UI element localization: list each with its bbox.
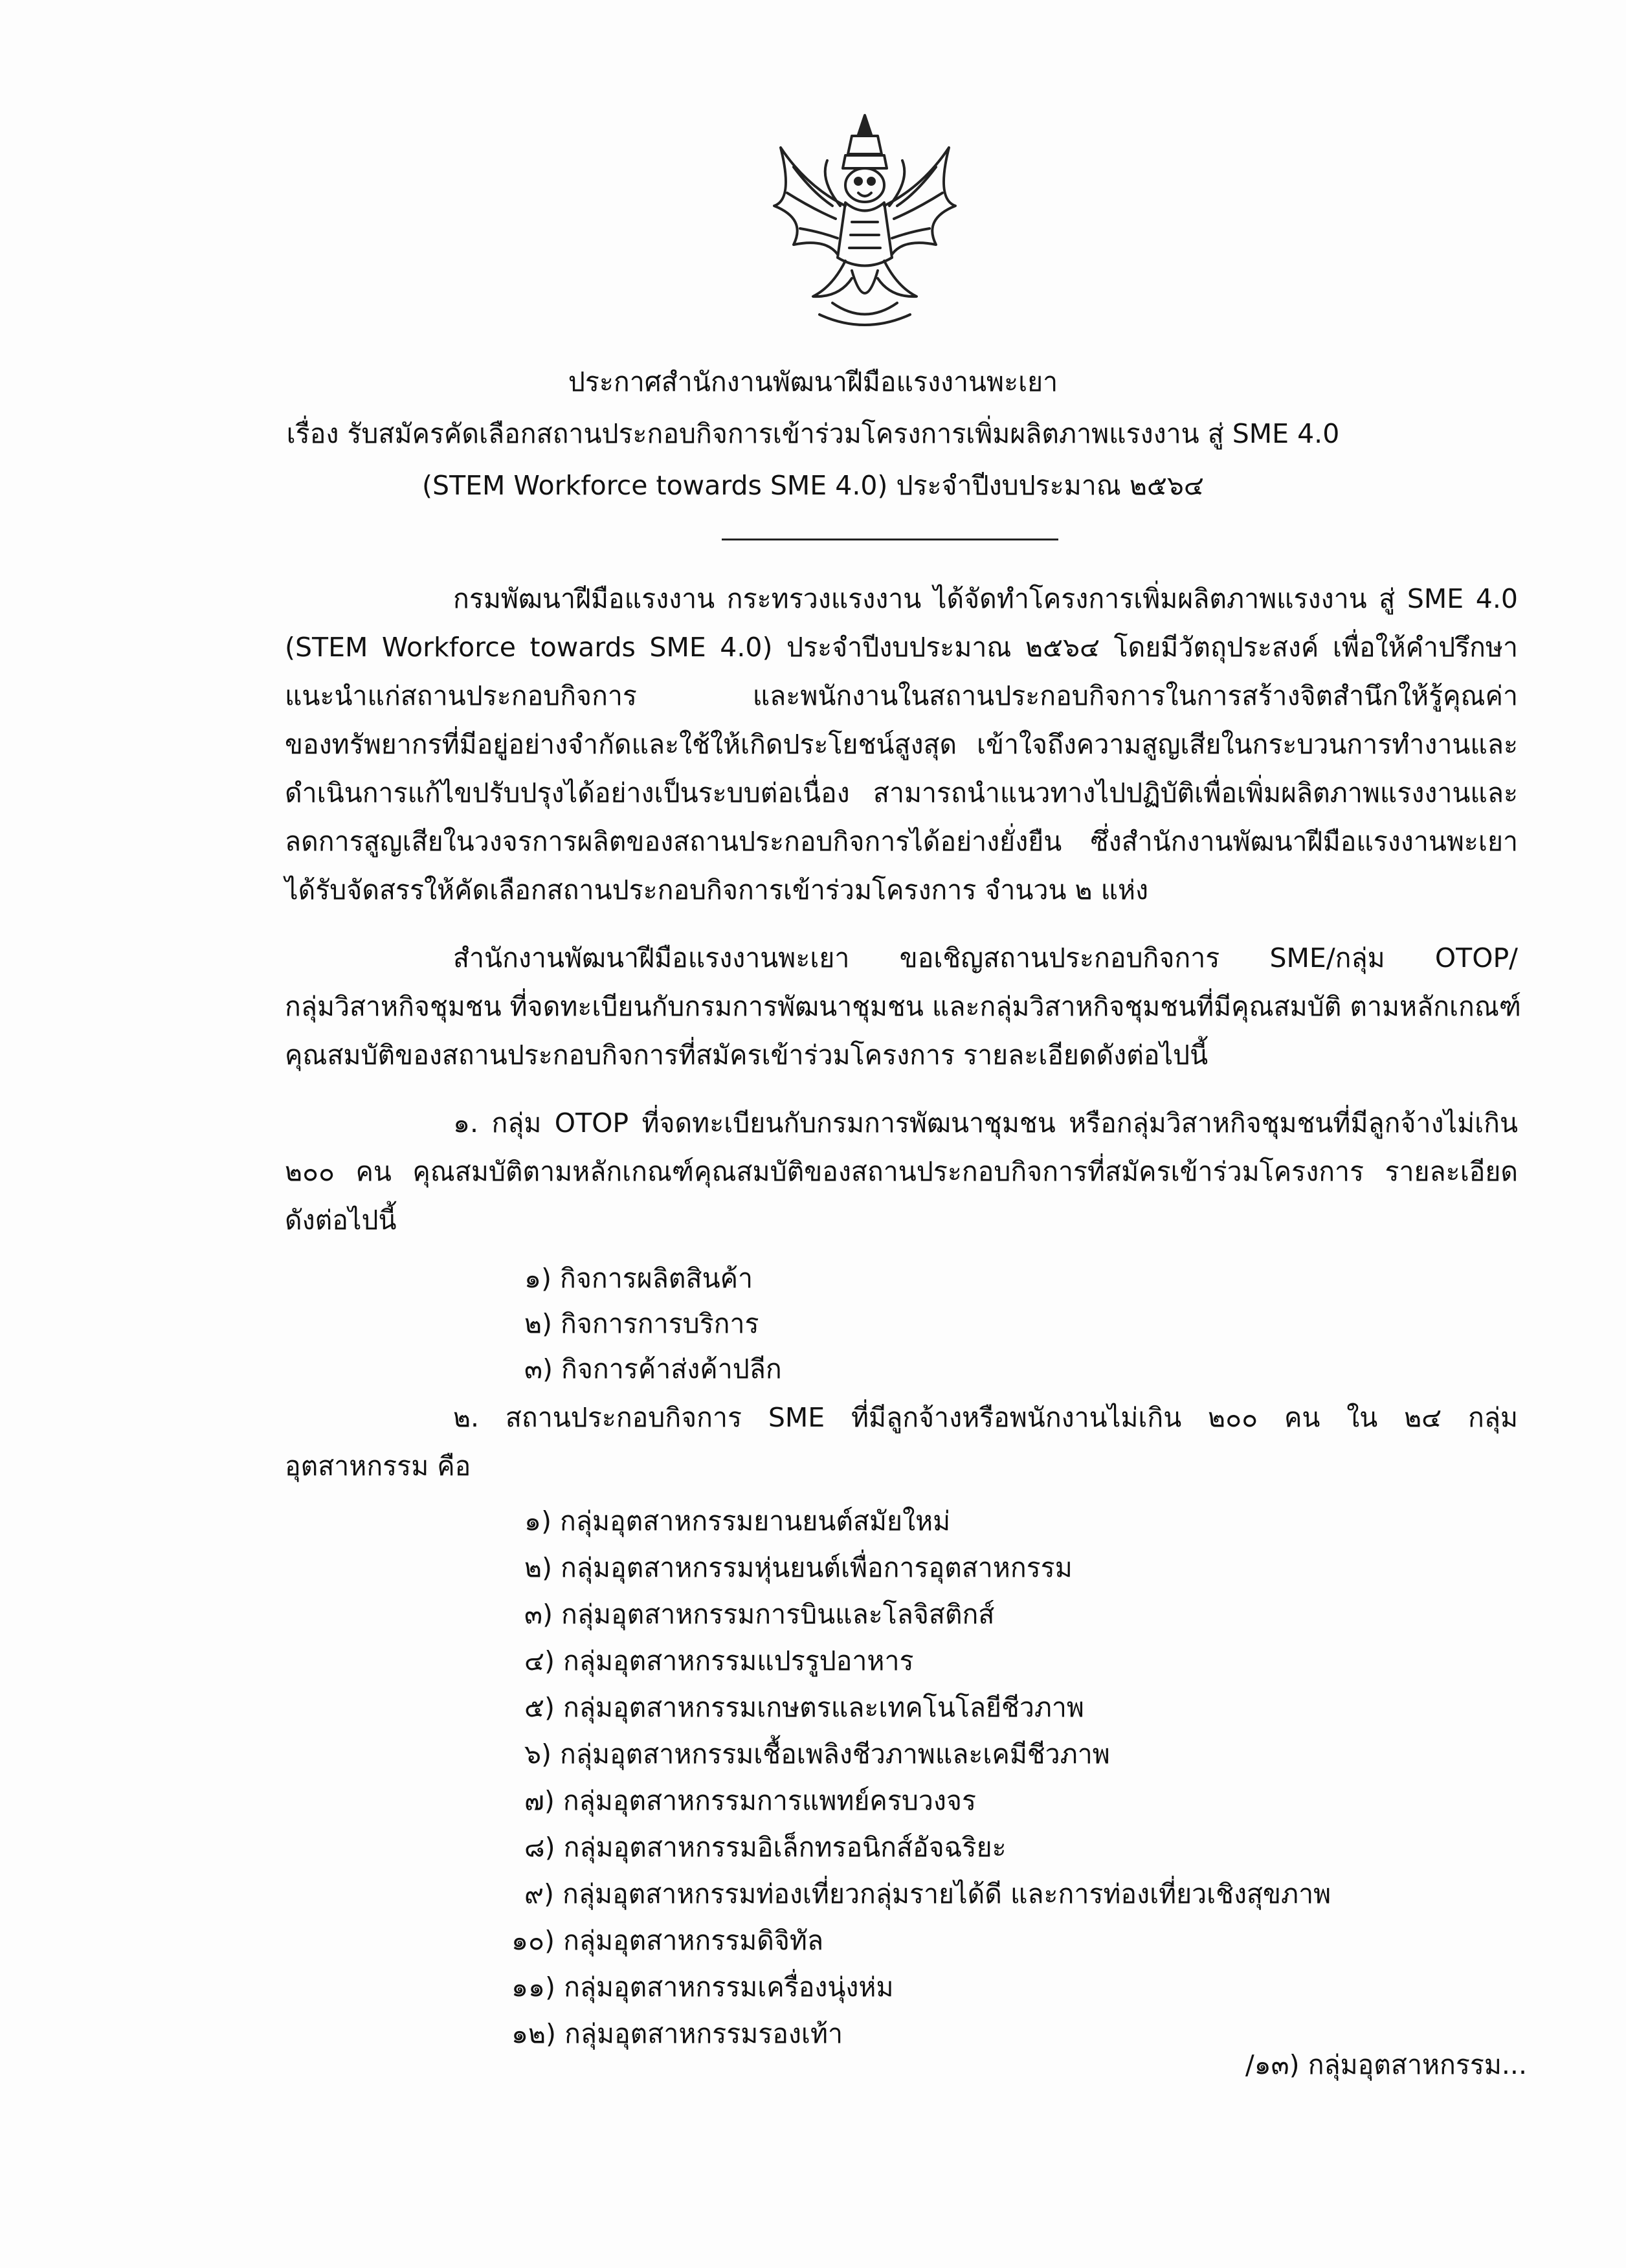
industry-item: ๕) กลุ่มอุตสาหกรรมเกษตรและเทคโนโลยีชีวภาพ — [524, 1692, 1084, 1723]
item2-line: อุตสาหกรรม คือ — [285, 1451, 471, 1482]
industry-item: ๒) กลุ่มอุตสาหกรรมหุ่นยนต์เพื่อการอุตสาหกรรม — [524, 1552, 1073, 1583]
garuda-emblem-icon — [755, 109, 975, 335]
industry-item: ๑๐) กลุ่มอุตสาหกรรมดิจิทัล — [511, 1925, 824, 1956]
para2-line: คุณสมบัติของสถานประกอบกิจการที่สมัครเข้าร่วมโครงการ รายละเอียดดังต่อไปนี้ — [285, 1040, 1208, 1071]
item1-line: ๑. กลุ่ม OTOP ที่จดทะเบียนกับกรมการพัฒนาชุมชน หรือกลุ่มวิสาหกิจชุมชนที่มีลูกจ้างไม่เกิน — [453, 1107, 1518, 1139]
item1-sub: ๒) กิจการการบริการ — [524, 1308, 759, 1339]
industry-item: ๗) กลุ่มอุตสาหกรรมการแพทย์ครบวงจร — [524, 1785, 976, 1816]
para2-line: สำนักงานพัฒนาฝีมือแรงงานพะเยา ขอเชิญสถานประกอบกิจการ SME/กลุ่ม OTOP/ — [453, 942, 1518, 973]
para1-line: (STEM Workforce towards SME 4.0) ประจำปีงบประมาณ ๒๕๖๔ โดยมีวัตถุประสงค์ เพื่อให้คำปรึกษา — [285, 632, 1518, 663]
industry-item: ๑) กลุ่มอุตสาหกรรมยานยนต์สมัยใหม่ — [524, 1506, 951, 1537]
item1-sub: ๓) กิจการค้าส่งค้าปลีก — [524, 1353, 782, 1384]
industry-item: ๙) กลุ่มอุตสาหกรรมท่องเที่ยวกลุ่มรายได้ดี และการท่องเที่ยวเชิงสุขภาพ — [524, 1878, 1331, 1909]
para1-line: ดำเนินการแก้ไขปรับปรุงได้อย่างเป็นระบบต่อเนื่อง สามารถนำแนวทางไปปฏิบัติเพื่อเพิ่มผลิตภาพแรงงานและ — [285, 777, 1518, 808]
para2-line: กลุ่มวิสาหกิจชุมชน ที่จดทะเบียนกับกรมการพัฒนาชุมชน และกลุ่มวิสาหกิจชุมชนที่มีคุณสมบัติ ตามหลักเกณฑ์ — [285, 991, 1521, 1022]
industry-item: ๓) กลุ่มอุตสาหกรรมการบินและโลจิสติกส์ — [524, 1599, 995, 1630]
para1-line: ลดการสูญเสียในวงจรการผลิตของสถานประกอบกิจการได้อย่างยั่งยืน ซึ่งสำนักงานพัฒนาฝีมือแรงงานพะเยา — [285, 826, 1518, 857]
announcement-title: ประกาศสำนักงานพัฒนาฝีมือแรงงานพะเยา — [568, 366, 1058, 397]
industry-item: ๖) กลุ่มอุตสาหกรรมเชื้อเพลิงชีวภาพและเคมีชีวภาพ — [524, 1739, 1110, 1770]
item2-line: ๒. สถานประกอบกิจการ SME ที่มีลูกจ้างหรือพนักงานไม่เกิน ๒๐๐ คน ใน ๒๔ กลุ่ม — [453, 1402, 1518, 1433]
item1-line: ๒๐๐ คน คุณสมบัติตามหลักเกณฑ์คุณสมบัติของสถานประกอบกิจการที่สมัครเข้าร่วมโครงการ รายละเอียด — [285, 1156, 1518, 1187]
para1-line: กรมพัฒนาฝีมือแรงงาน กระทรวงแรงงาน ได้จัดทำโครงการเพิ่มผลิตภาพแรงงาน สู่ SME 4.0 — [453, 583, 1518, 614]
item1-sub: ๑) กิจการผลิตสินค้า — [524, 1263, 753, 1294]
header-divider — [722, 539, 1058, 540]
industry-item: ๑๑) กลุ่มอุตสาหกรรมเครื่องนุ่งห่ม — [511, 1972, 894, 2003]
industry-item: ๔) กลุ่มอุตสาหกรรมแปรรูปอาหาร — [524, 1645, 914, 1676]
announcement-subject: เรื่อง รับสมัครคัดเลือกสถานประกอบกิจการเข้าร่วมโครงการเพิ่มผลิตภาพแรงงาน สู่ SME 4.0 — [286, 418, 1340, 449]
announcement-subject-cont: (STEM Workforce towards SME 4.0) ประจำปีงบประมาณ ๒๕๖๔ — [422, 470, 1204, 501]
industry-item: ๘) กลุ่มอุตสาหกรรมอิเล็กทรอนิกส์อัจฉริยะ — [524, 1832, 1007, 1863]
industry-item: ๑๒) กลุ่มอุตสาหกรรมรองเท้า — [511, 2018, 843, 2049]
para1-line: ของทรัพยากรที่มีอยู่อย่างจำกัดและใช้ให้เกิดประโยชน์สูงสุด เข้าใจถึงความสูญเสียในกระบวนการทำงานและ — [285, 729, 1518, 760]
continuation-marker: /๑๓) กลุ่มอุตสาหกรรม... — [1245, 2049, 1527, 2080]
item1-line: ดังต่อไปนี้ — [285, 1205, 397, 1236]
para1-line: แนะนำแก่สถานประกอบกิจการ และพนักงานในสถานประกอบกิจการในการสร้างจิตสำนึกให้รู้คุณค่า — [285, 680, 1518, 711]
para1-line: ได้รับจัดสรรให้คัดเลือกสถานประกอบกิจการเข้าร่วมโครงการ จำนวน ๒ แห่ง — [285, 874, 1149, 906]
